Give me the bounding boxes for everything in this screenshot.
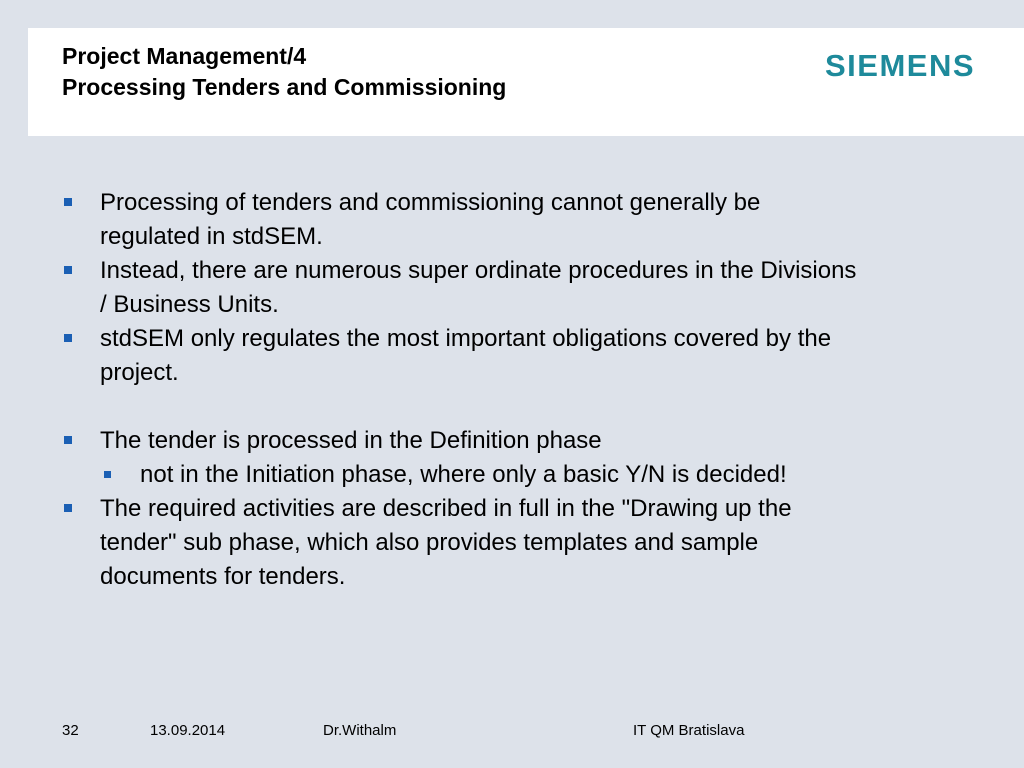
bullet-text: The required activities are described in full in the "Drawing up the tender" sub phase, which also provides templates and sample documents for tenders.: [100, 495, 792, 590]
slide-title: [62, 41, 506, 103]
bullet-item: [62, 254, 862, 322]
bullet-text: The tender is processed in the Definition phase: [100, 427, 602, 454]
square-bullet-icon: [64, 266, 72, 274]
bullet-item: [62, 424, 862, 458]
slide-title-line-2: Processing Tenders and Commissioning: [62, 74, 507, 100]
slide-title-line-1: Project Management/4: [62, 43, 307, 69]
bullet-text: Processing of tenders and commissioning cannot generally be regulated in stdSEM.: [100, 189, 761, 250]
small-square-bullet-icon: [104, 471, 111, 478]
bullet-item: [62, 186, 862, 254]
footer-date: 13.09.2014: [150, 722, 226, 739]
slide-header: [28, 28, 1024, 136]
siemens-logo: SIEMENS: [825, 48, 976, 83]
footer-author: Dr.Withalm: [323, 722, 397, 739]
sub-bullet-item: [62, 458, 862, 492]
footer-organization: IT QM Bratislava: [633, 722, 745, 739]
square-bullet-icon: [64, 504, 72, 512]
bullet-item: [62, 492, 862, 594]
sub-bullet-text: not in the Initiation phase, where only a basic Y/N is decided!: [140, 461, 787, 488]
square-bullet-icon: [64, 198, 72, 206]
slide-body: [62, 186, 862, 594]
square-bullet-icon: [64, 334, 72, 342]
square-bullet-icon: [64, 436, 72, 444]
bullet-text: Instead, there are numerous super ordinate procedures in the Divisions / Business Units.: [100, 257, 857, 318]
bullet-text: stdSEM only regulates the most important obligations covered by the project.: [100, 325, 832, 386]
bullet-item: [62, 322, 862, 390]
page-number: 32: [62, 722, 79, 739]
spacer: [62, 390, 862, 424]
